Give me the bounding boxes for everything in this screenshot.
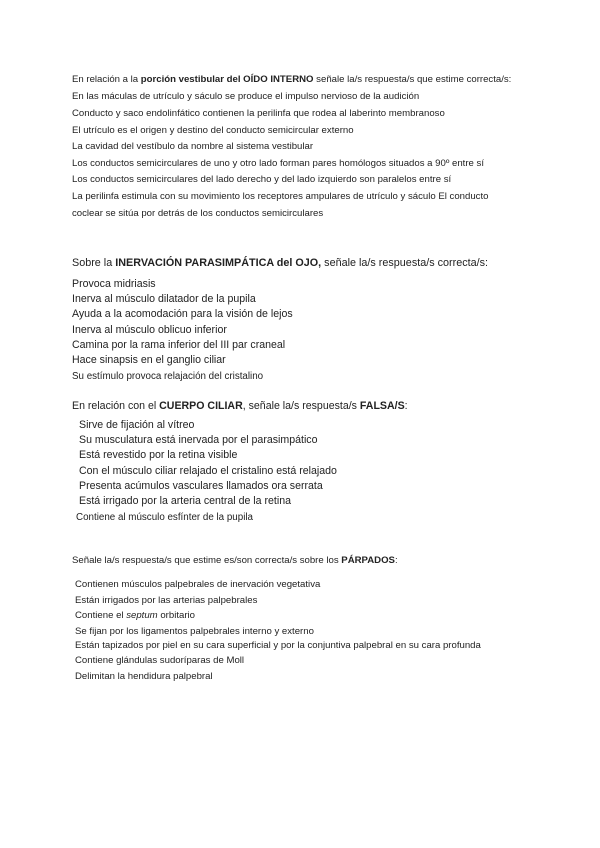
option-item: Contiene glándulas sudoríparas de Moll — [75, 655, 245, 667]
stem-bold-text: PÁRPADOS — [341, 555, 395, 566]
option-item: Los conductos semicirculares del lado derecho y del lado izquierdo son paralelos entre sí — [72, 174, 452, 186]
option-item: Presenta acúmulos vasculares llamados ora serrata — [79, 479, 323, 492]
option-item: Contiene al músculo esfínter de la pupila — [76, 512, 253, 524]
option-item: Con el músculo ciliar relajado el cristalino está relajado — [79, 464, 337, 477]
option-item: Hace sinapsis en el ganglio ciliar — [72, 354, 226, 367]
option-item: Están tapizados por piel en su cara superficial y por la conjuntiva palpebral en su cara profunda — [75, 640, 481, 652]
option-item: Sirve de fijación al vítreo — [79, 419, 195, 431]
option-item: Conducto y saco endolinfático contienen la perilinfa que rodea al laberinto membranoso — [72, 108, 445, 119]
option-item: Contienen músculos palpebrales de inervación vegetativa — [75, 579, 321, 590]
option-item: La cavidad del vestíbulo da nombre al sistema vestibular — [72, 141, 314, 153]
question-stem — [72, 553, 542, 569]
stem-text: Señale la/s respuesta/s que estime es/son correcta/s sobre los — [72, 555, 342, 566]
option-item: Su musculatura está inervada por el parasimpático — [79, 434, 318, 447]
option-italic-text: septum — [126, 610, 158, 622]
question-stem — [72, 72, 542, 88]
stem-text: En relación con el — [72, 400, 160, 412]
option-item: Está irrigado por la arteria central de la retina — [79, 495, 291, 508]
option-item: Está revestido por la retina visible — [79, 449, 238, 462]
stem-bold-text: FALSA/S — [359, 400, 405, 412]
stem-text: señale la/s respuesta/s que estime correcta/s: — [313, 74, 512, 85]
question-eyelids — [72, 553, 542, 685]
question-parasympathetic-eye — [72, 255, 542, 384]
option-item: Se fijan por los ligamentos palpebrales interno y externo — [75, 625, 314, 637]
stem-text: Sobre la — [72, 257, 116, 269]
question-stem — [72, 255, 542, 271]
option-item: Los conductos semicirculares de uno y otro lado forman pares homólogos situados a 90º entre sí — [72, 157, 484, 169]
stem-text: señale la/s respuesta/s correcta/s: — [321, 257, 489, 269]
stem-bold-text: INERVACIÓN PARASIMPÁTICA del OJO, — [115, 257, 322, 269]
question-inner-ear — [72, 72, 542, 222]
stem-bold-text: CUERPO CILIAR — [159, 400, 243, 412]
option-text: Contiene el — [75, 610, 127, 622]
option-item: Delimitan la hendidura palpebral — [75, 670, 213, 682]
question-ciliary-body — [72, 398, 542, 525]
option-item: La perilinfa estimula con su movimiento los receptores ampulares de utrículo y sáculo El conducto coclear se sitúa por detrás de los conductos semicirculares — [72, 190, 489, 219]
question-stem — [72, 398, 542, 414]
option-text: orbitario — [157, 610, 195, 622]
stem-text: : — [394, 555, 398, 566]
option-item: El utrículo es el origen y destino del conducto semicircular externo — [72, 124, 354, 136]
stem-text: : — [404, 400, 408, 412]
option-item: Inerva al músculo dilatador de la pupila — [72, 293, 256, 306]
option-item: Provoca midriasis — [72, 278, 156, 290]
option-item: En las máculas de utrículo y sáculo se produce el impulso nervioso de la audición — [72, 91, 420, 103]
option-item: Su estímulo provoca relajación del cristalino — [72, 371, 264, 383]
option-item — [72, 608, 542, 624]
stem-bold-text: porción vestibular del OÍDO INTERNO — [140, 74, 314, 85]
stem-text: , señale la/s respuesta/s — [242, 400, 360, 412]
option-item: Están irrigados por las arterias palpebrales — [75, 594, 258, 606]
option-item: Camina por la rama inferior del III par craneal — [72, 338, 286, 351]
option-item: Inerva al músculo oblicuo inferior — [72, 323, 227, 336]
stem-text: En relación a la — [72, 74, 141, 85]
option-item: Ayuda a la acomodación para la visión de lejos — [72, 308, 293, 321]
